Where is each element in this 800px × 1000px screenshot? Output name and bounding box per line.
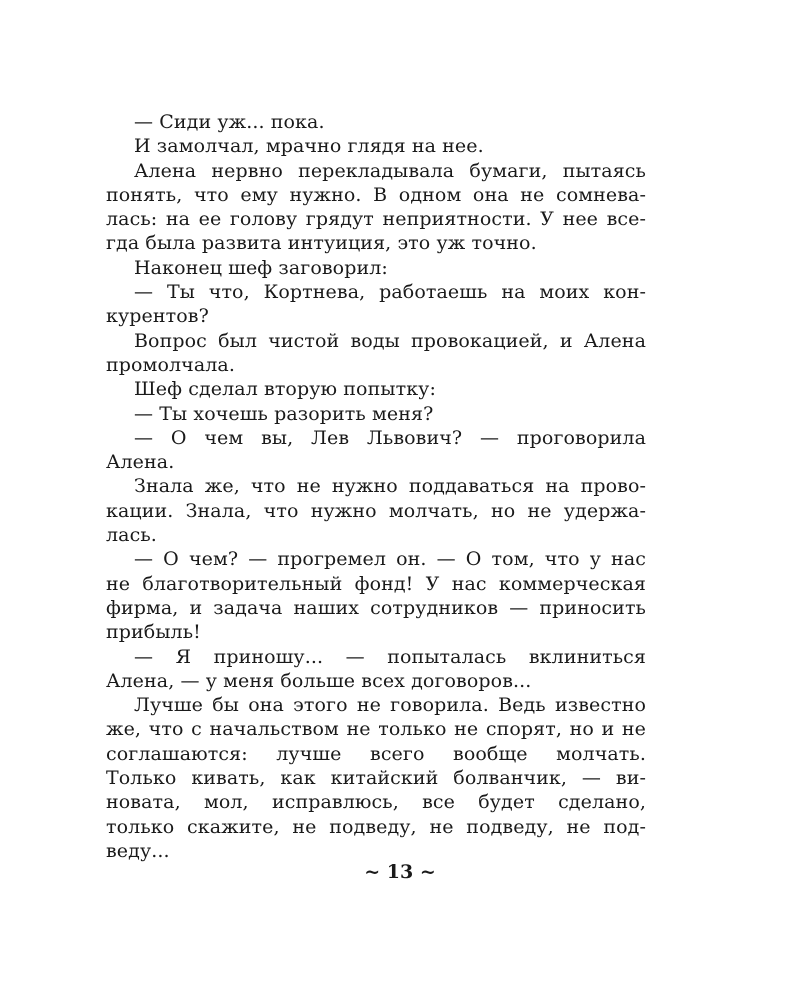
text-line: Знала же, что не нужно поддаваться на прово- (134, 475, 646, 498)
text-line: Только кивать, как китайский болванчик, — ви- (106, 767, 646, 790)
text-line: курентов? (106, 305, 209, 328)
text-line: лась: на ее голову грядут неприятности. У нее все- (106, 208, 646, 231)
text-line: — Ты хочешь разорить меня? (134, 402, 434, 425)
text-line: Вопрос был чистой воды провокацией, и Алена (134, 329, 646, 352)
text-line: — Я приношу... — попыталась вклиниться (134, 645, 646, 668)
text-line: веду... (106, 839, 170, 862)
text-line: — О чем? — прогремел он. — О том, что у нас (134, 548, 646, 571)
text-line: же, что с начальством не только не спорят, но и не (106, 718, 646, 741)
text-line: фирма, и задача наших сотрудников — приносить (106, 596, 646, 619)
text-line: — О чем вы, Лев Львович? — проговорила (134, 426, 646, 449)
text-line: гда была развита интуиция, это уж точно. (106, 232, 537, 255)
text-line: Шеф сделал вторую попытку: (134, 378, 436, 401)
text-line: — Ты что, Кортнева, работаешь на моих кон- (134, 281, 646, 304)
text-line: соглашаются: лучше всего вообще молчать. (106, 742, 646, 765)
text-line: — Сиди уж... пока. (134, 111, 325, 133)
text-line: Алена нервно перекладывала бумаги, пытаясь (134, 159, 646, 182)
text-line: И замолчал, мрачно глядя на нее. (134, 135, 484, 158)
text-line: Наконец шеф заговорил: (134, 256, 388, 279)
text-line: Алена. (106, 451, 175, 474)
text-line: не благотворительный фонд! У нас коммерческая (106, 572, 646, 595)
text-line: промолчала. (106, 353, 235, 376)
page-number: ~ 13 ~ (364, 861, 436, 883)
page-text (106, 110, 646, 863)
text-line: Лучше бы она этого не говорила. Ведь известно (134, 694, 646, 717)
text-line: только скажите, не подведу, не подведу, не под- (106, 815, 646, 838)
text-line: Алена, — у меня больше всех договоров... (106, 669, 532, 692)
text-line: прибыль! (106, 621, 201, 644)
text-line: новата, мол, исправлюсь, все будет сделано, (106, 791, 646, 814)
text-line: лась. (106, 524, 157, 547)
text-line: кации. Знала, что нужно молчать, но не удержа- (106, 499, 646, 522)
text-line: понять, что ему нужно. В одном она не сомнева- (106, 183, 646, 206)
